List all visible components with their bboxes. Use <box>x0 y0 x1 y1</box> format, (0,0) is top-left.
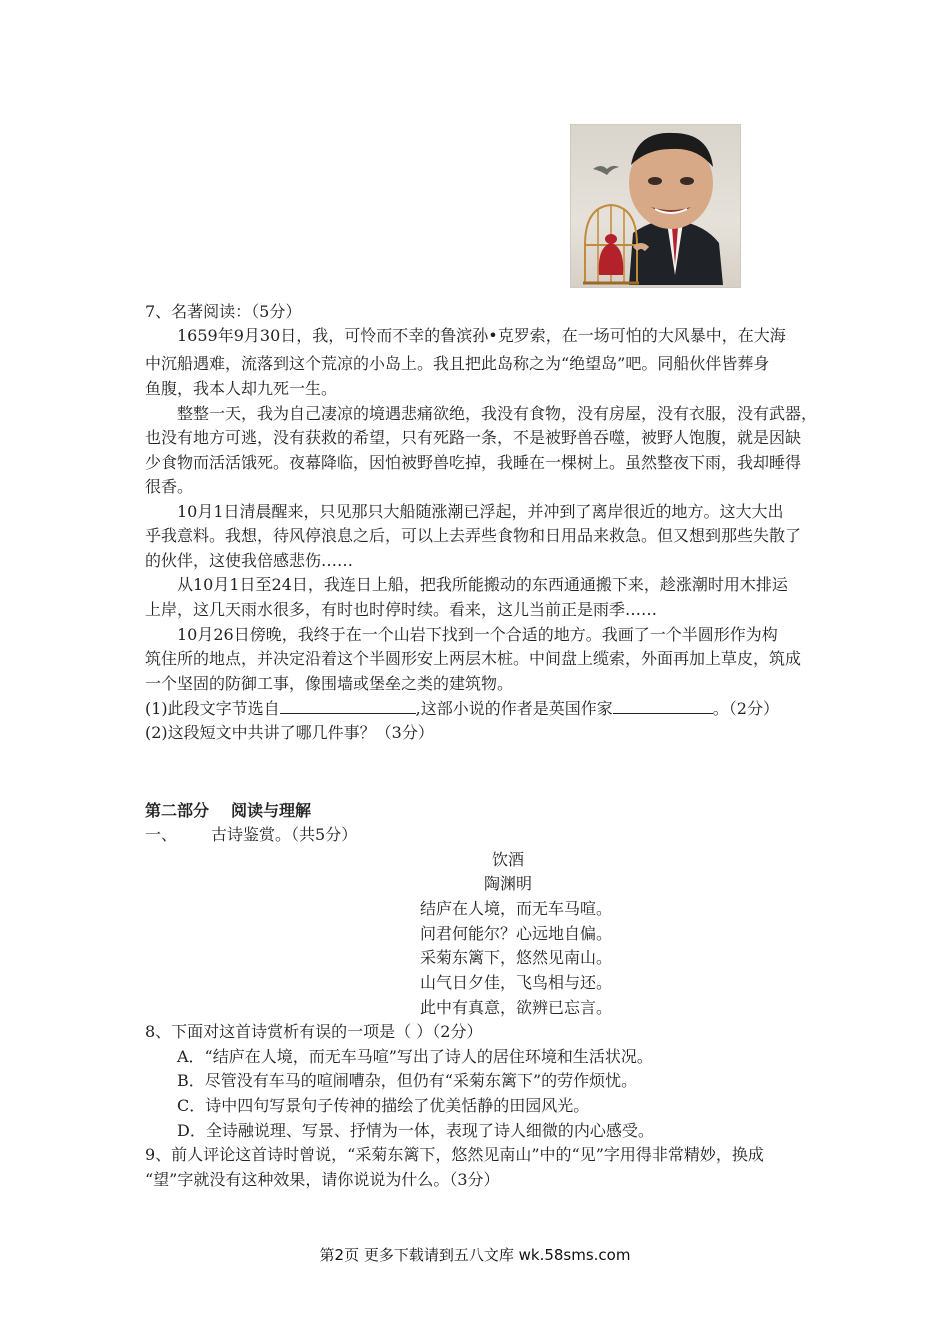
q7-passage-line: 整整一天，我为自己凄凉的境遇悲痛欲绝，我没有食物，没有房屋，没有衣服，没有武器， <box>177 404 818 423</box>
q7-subquestion-1 <box>145 697 779 721</box>
q7-sub1-text: 。（2分） <box>712 699 779 718</box>
q8-option-b: B．尽管没有车马的喧闹嘈杂，但仍有“采菊东篱下”的劳作烦忧。 <box>177 1071 638 1090</box>
q7-passage-line: 很香。 <box>145 477 194 496</box>
caricature-illustration <box>571 125 740 287</box>
q7-passage-line: 也没有地方可逃，没有获救的希望，只有死路一条，不是被野兽吞噬，被野人饱腹，就是因缺 <box>145 428 802 447</box>
section-title: 古诗鉴赏。（共5分） <box>211 825 358 844</box>
q7-passage-line: 筑住所的地点，并决定沿着这个半圆形安上两层木桩。中间盘上缆索，外面再加上草皮，筑成 <box>145 649 802 668</box>
section-number: 一、 <box>145 825 178 844</box>
poem-line: 结庐在人境，而无车马喧。 <box>420 899 613 918</box>
part2-title <box>145 799 311 823</box>
poem-author: 陶渊明 <box>484 874 533 893</box>
part2-name: 阅读与理解 <box>231 801 312 820</box>
q7-passage-line: 鱼腹，我本人却九死一生。 <box>145 379 338 398</box>
q7-sub1-text: (1)此段文字节选自 <box>145 699 280 718</box>
q7-passage-line: 10月26日傍晚，我终于在一个山岩下找到一个合适的地方。我画了一个半圆形作为构 <box>177 625 778 644</box>
section-heading <box>145 823 357 847</box>
q8-option-c: C．诗中四句写景句子传神的描绘了优美恬静的田园风光。 <box>177 1096 590 1115</box>
q7-heading: 7、名著阅读：（5分） <box>145 302 302 321</box>
poem-line: 山气日夕佳，飞鸟相与还。 <box>420 973 613 992</box>
poem-line: 采菊东篱下，悠然见南山。 <box>420 948 613 967</box>
q7-passage-line: 10月1日清晨醒来，只见那只大船随涨潮已浮起，并冲到了离岸很近的地方。这大大出 <box>177 502 784 521</box>
q9-line: 9、前人评论这首诗时曾说，“采菊东篱下，悠然见南山”中的“见”字用得非常精妙，换成 <box>145 1145 764 1164</box>
poem-line: 此中有真意，欲辨已忘言。 <box>420 998 613 1017</box>
poem-line: 问君何能尔？心远地自偏。 <box>420 924 613 943</box>
q8-stem: 8、下面对这首诗赏析有误的一项是（ ）（2分） <box>145 1022 483 1041</box>
author-blank[interactable] <box>613 697 713 714</box>
q7-passage-line: 的伙伴，这使我倍感悲伤…… <box>145 551 354 570</box>
q7-subquestion-2: (2)这段短文中共讲了哪几件事？（3分） <box>145 723 434 742</box>
q7-passage-line: 中沉船遇难，流落到这个荒凉的小岛上。我且把此岛称之为“绝望岛”吧。同船伙伴皆葬身 <box>145 354 770 373</box>
q9-line: “望”字就没有这种效果，请你说说为什么。（3分） <box>145 1170 500 1189</box>
q7-passage-line: 从10月1日至24日，我连日上船，把我所能搬动的东西通通搬下来，趁涨潮时用木排运 <box>177 575 788 594</box>
q7-passage-line: 乎我意料。我想，待风停浪息之后，可以上去弄些食物和日用品来救急。但又想到那些失散了 <box>145 526 802 545</box>
q7-passage-line: 少食物而活活饿死。夜幕降临，因怕被野兽吃掉，我睡在一棵树上。虽然整夜下雨，我却睡得 <box>145 453 802 472</box>
part2-label: 第二部分 <box>145 801 210 820</box>
caricature-image <box>570 124 741 288</box>
q7-passage-line: 1659年9月30日，我，可怜而不幸的鲁滨孙•克罗索，在一场可怕的大风暴中，在大海 <box>177 326 786 345</box>
q8-option-a: A．“结庐在人境，而无车马喧”写出了诗人的居住环境和生活状况。 <box>177 1047 653 1066</box>
q7-sub1-text: ,这部小说的作者是英国作家 <box>415 699 613 718</box>
page-footer: 第2页 更多下载请到五八文库 wk.58sms.com <box>319 1246 631 1264</box>
book-title-blank[interactable] <box>280 697 416 714</box>
q7-passage-line: 上岸，这几天雨水很多，有时也时停时续。看来，这儿当前正是雨季…… <box>145 600 658 619</box>
q7-passage-line: 一个坚固的防御工事，像围墙或堡垒之类的建筑物。 <box>145 674 514 693</box>
poem-title: 饮酒 <box>492 850 525 869</box>
q8-option-d: D．全诗融说理、写景、抒情为一体，表现了诗人细微的内心感受。 <box>177 1121 654 1140</box>
